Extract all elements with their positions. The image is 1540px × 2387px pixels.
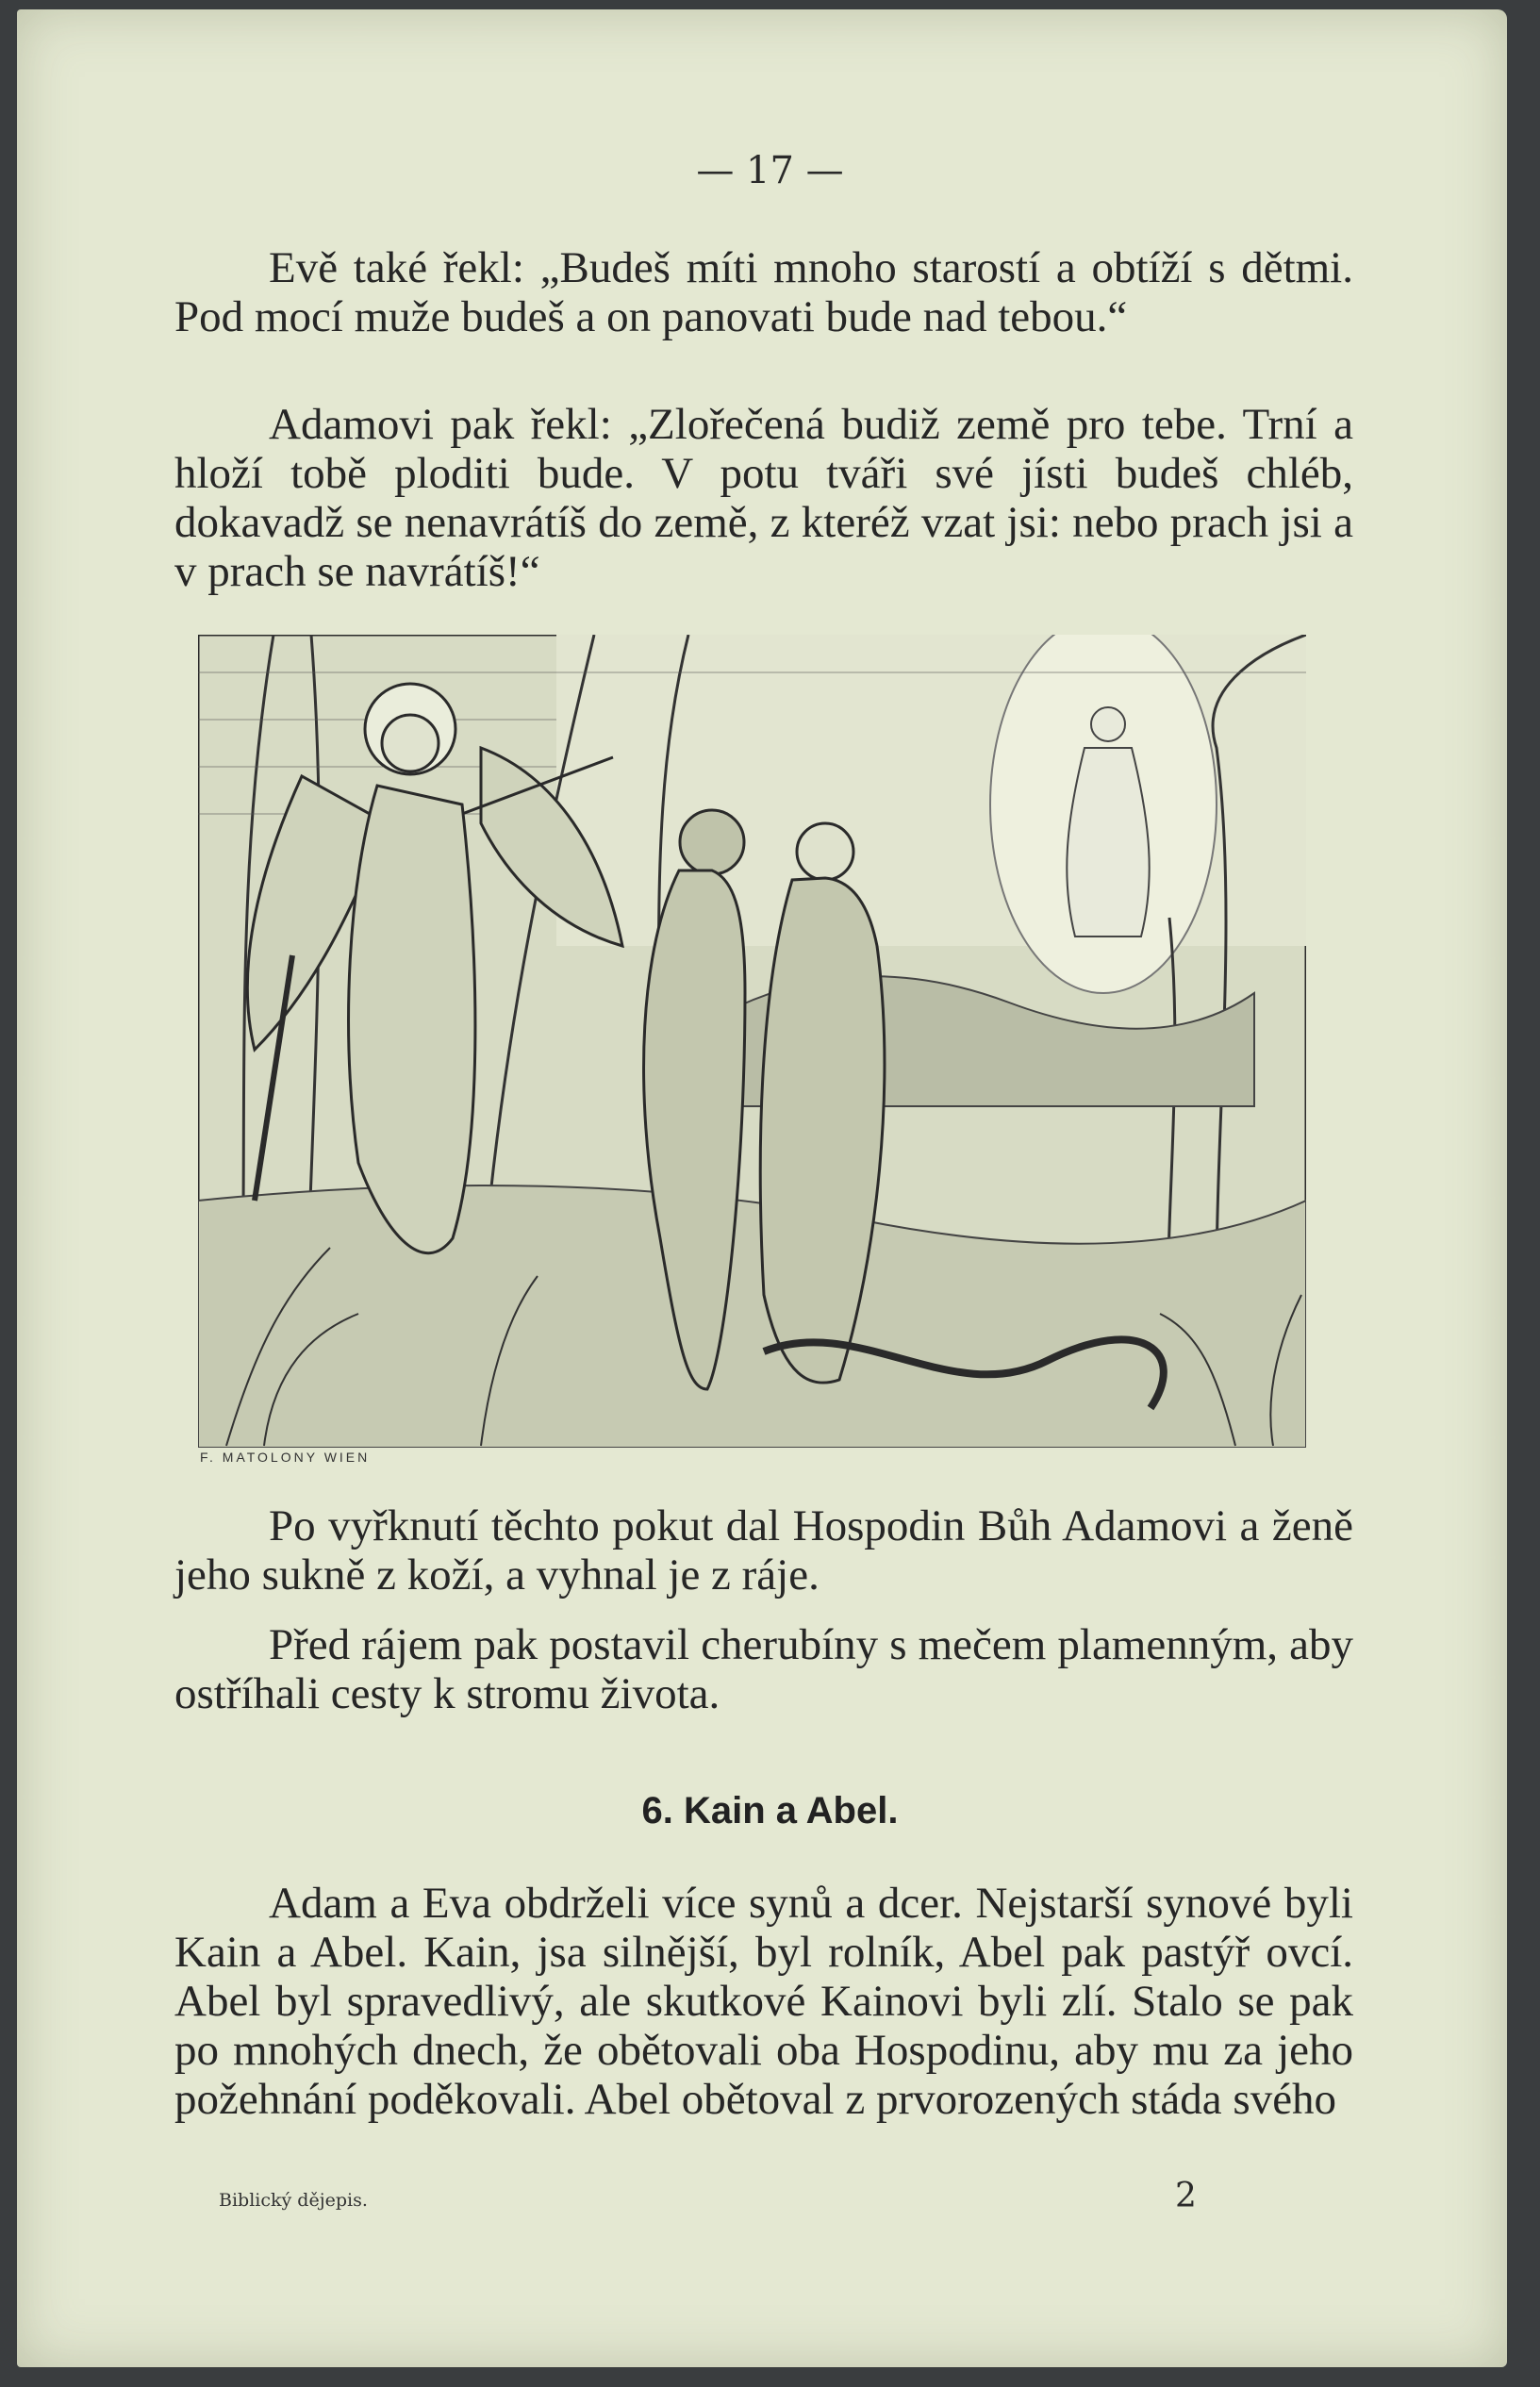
paragraph-adam-curse: Adamovi pak řekl: „Zlořečená budiž země pro tebe. Trní a hloží tobě ploditi bude. V potu tváři své jísti budeš chléb, dokavadž se nenavrátíš do země, z kteréž vzat jsi: nebo prach jsi a v prach se navrátíš!“: [174, 400, 1353, 596]
paragraph-cherubim: Před rájem pak postavil cherubíny s mečem plamenným, aby ostříhali cesty k stromu života.: [174, 1620, 1353, 1718]
engraver-signature: F. MATOLONY WIEN: [200, 1450, 371, 1465]
footer-book-title: Biblický dějepis.: [219, 2190, 368, 2211]
paragraph-eve-curse: Evě také řekl: „Budeš míti mnoho starostí a obtíží s dětmi. Pod mocí muže budeš a on panovati bude nad tebou.“: [174, 243, 1353, 341]
footer-signature-mark: 2: [1175, 2177, 1197, 2215]
page-number: — 17 —: [696, 149, 844, 192]
section-heading: 6. Kain a Abel.: [641, 1790, 899, 1832]
paragraph-expulsion: Po vyřknutí těchto pokut dal Hospodin Bůh Adamovi a ženě jeho sukně z koží, a vyhnal je z ráje.: [174, 1501, 1353, 1600]
expulsion-from-paradise-illustration: [198, 635, 1306, 1448]
paragraph-cain-abel: Adam a Eva obdrželi více synů a dcer. Nejstarší synové byli Kain a Abel. Kain, jsa silnější, byl rolník, Abel pak pastýř ovcí. Abel byl spravedlivý, ale skutkové Kainovi byli zlí. Stalo se pak po mnohých dnech, že obětovali oba Hospodinu, aby mu za jeho požehnání poděkovali. Abel obětoval z prvorozených stáda svého: [174, 1879, 1353, 2124]
